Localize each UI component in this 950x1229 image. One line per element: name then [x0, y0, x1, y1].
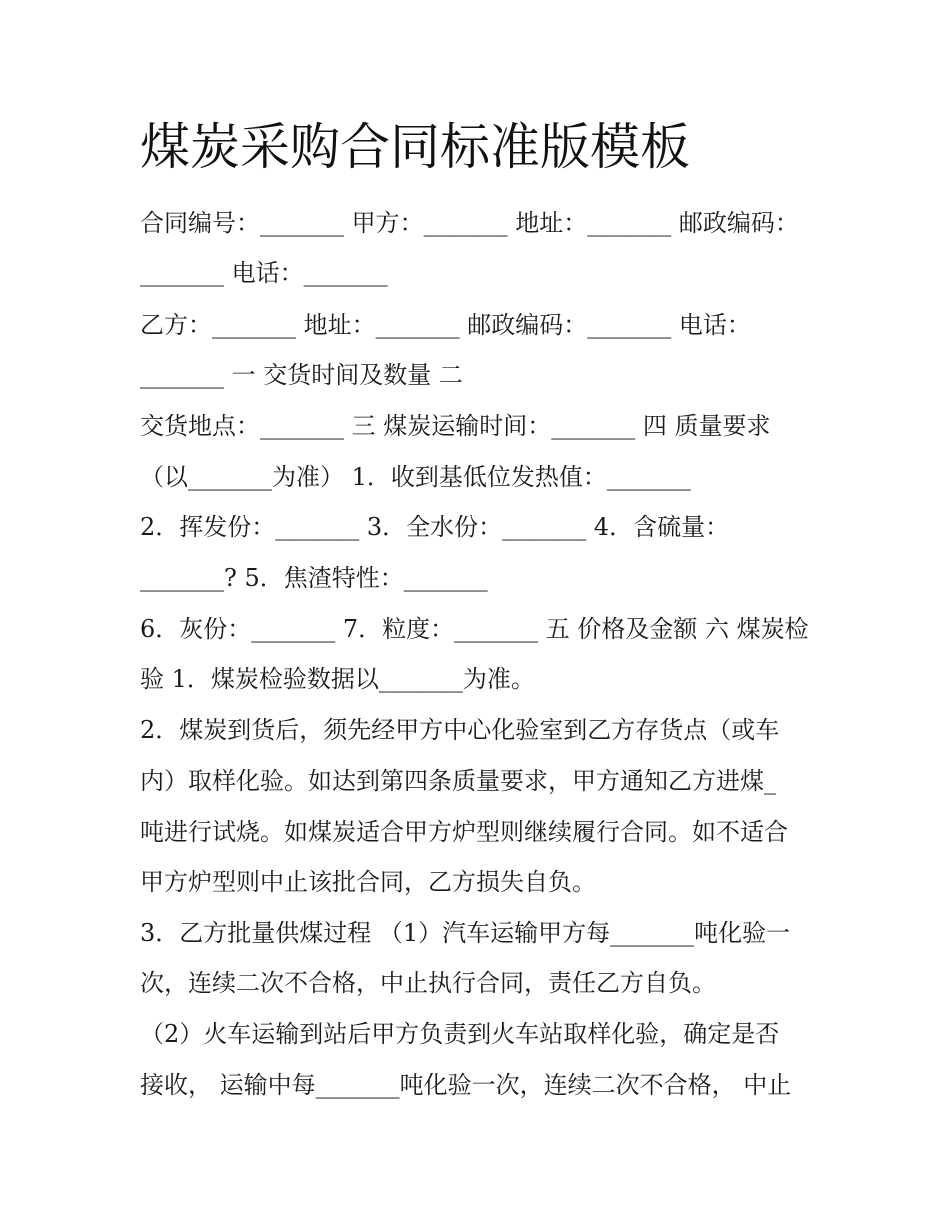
- contract-line-1: 合同编号：_______ 甲方：_______ 地址：_______ 邮政编码：: [140, 209, 799, 237]
- contract-line-2: _______ 电话：_______: [140, 259, 388, 287]
- contract-line-11: 2．煤炭到货后，须先经甲方中心化验室到乙方存货点（或车: [140, 716, 780, 744]
- contract-line-10: 验 1．煤炭检验数据以_______为准。: [140, 665, 535, 693]
- contract-line-8: _______? 5．焦渣特性：_______: [140, 564, 488, 592]
- contract-line-14: 甲方炉型则中止该批合同，乙方损失自负。: [140, 868, 596, 896]
- contract-line-3: 乙方：_______ 地址：_______ 邮政编码：_______ 电话：: [140, 311, 751, 339]
- contract-line-18: 接收， 运输中每_______吨化验一次，连续二次不合格， 中止: [140, 1071, 792, 1099]
- contract-line-12: 内）取样化验。如达到第四条质量要求，甲方通知乙方进煤_: [140, 767, 776, 795]
- contract-line-9: 6．灰份：_______ 7．粒度：_______ 五 价格及金额 六 煤炭检: [140, 615, 809, 643]
- document-title: 煤炭采购合同标准版模板: [140, 118, 690, 176]
- contract-line-17: （2）火车运输到站后甲方负责到火车站取样化验，确定是否: [140, 1020, 780, 1048]
- contract-line-7: 2．挥发份：_______ 3．全水份：_______ 4．含硫量：: [140, 513, 730, 541]
- contract-line-15: 3．乙方批量供煤过程 （1）汽车运输甲方每_______吨化验一: [140, 919, 791, 947]
- contract-line-4: _______ 一 交货时间及数量 二: [140, 361, 463, 389]
- contract-line-13: 吨进行试烧。如煤炭适合甲方炉型则继续履行合同。如不适合: [140, 818, 788, 846]
- contract-line-5: 交货地点：_______ 三 煤炭运输时间：_______ 四 质量要求: [140, 412, 771, 440]
- contract-line-16: 次，连续二次不合格，中止执行合同，责任乙方自负。: [140, 969, 716, 997]
- contract-line-6: （以_______为准） 1．收到基低位发热值：_______: [140, 463, 691, 491]
